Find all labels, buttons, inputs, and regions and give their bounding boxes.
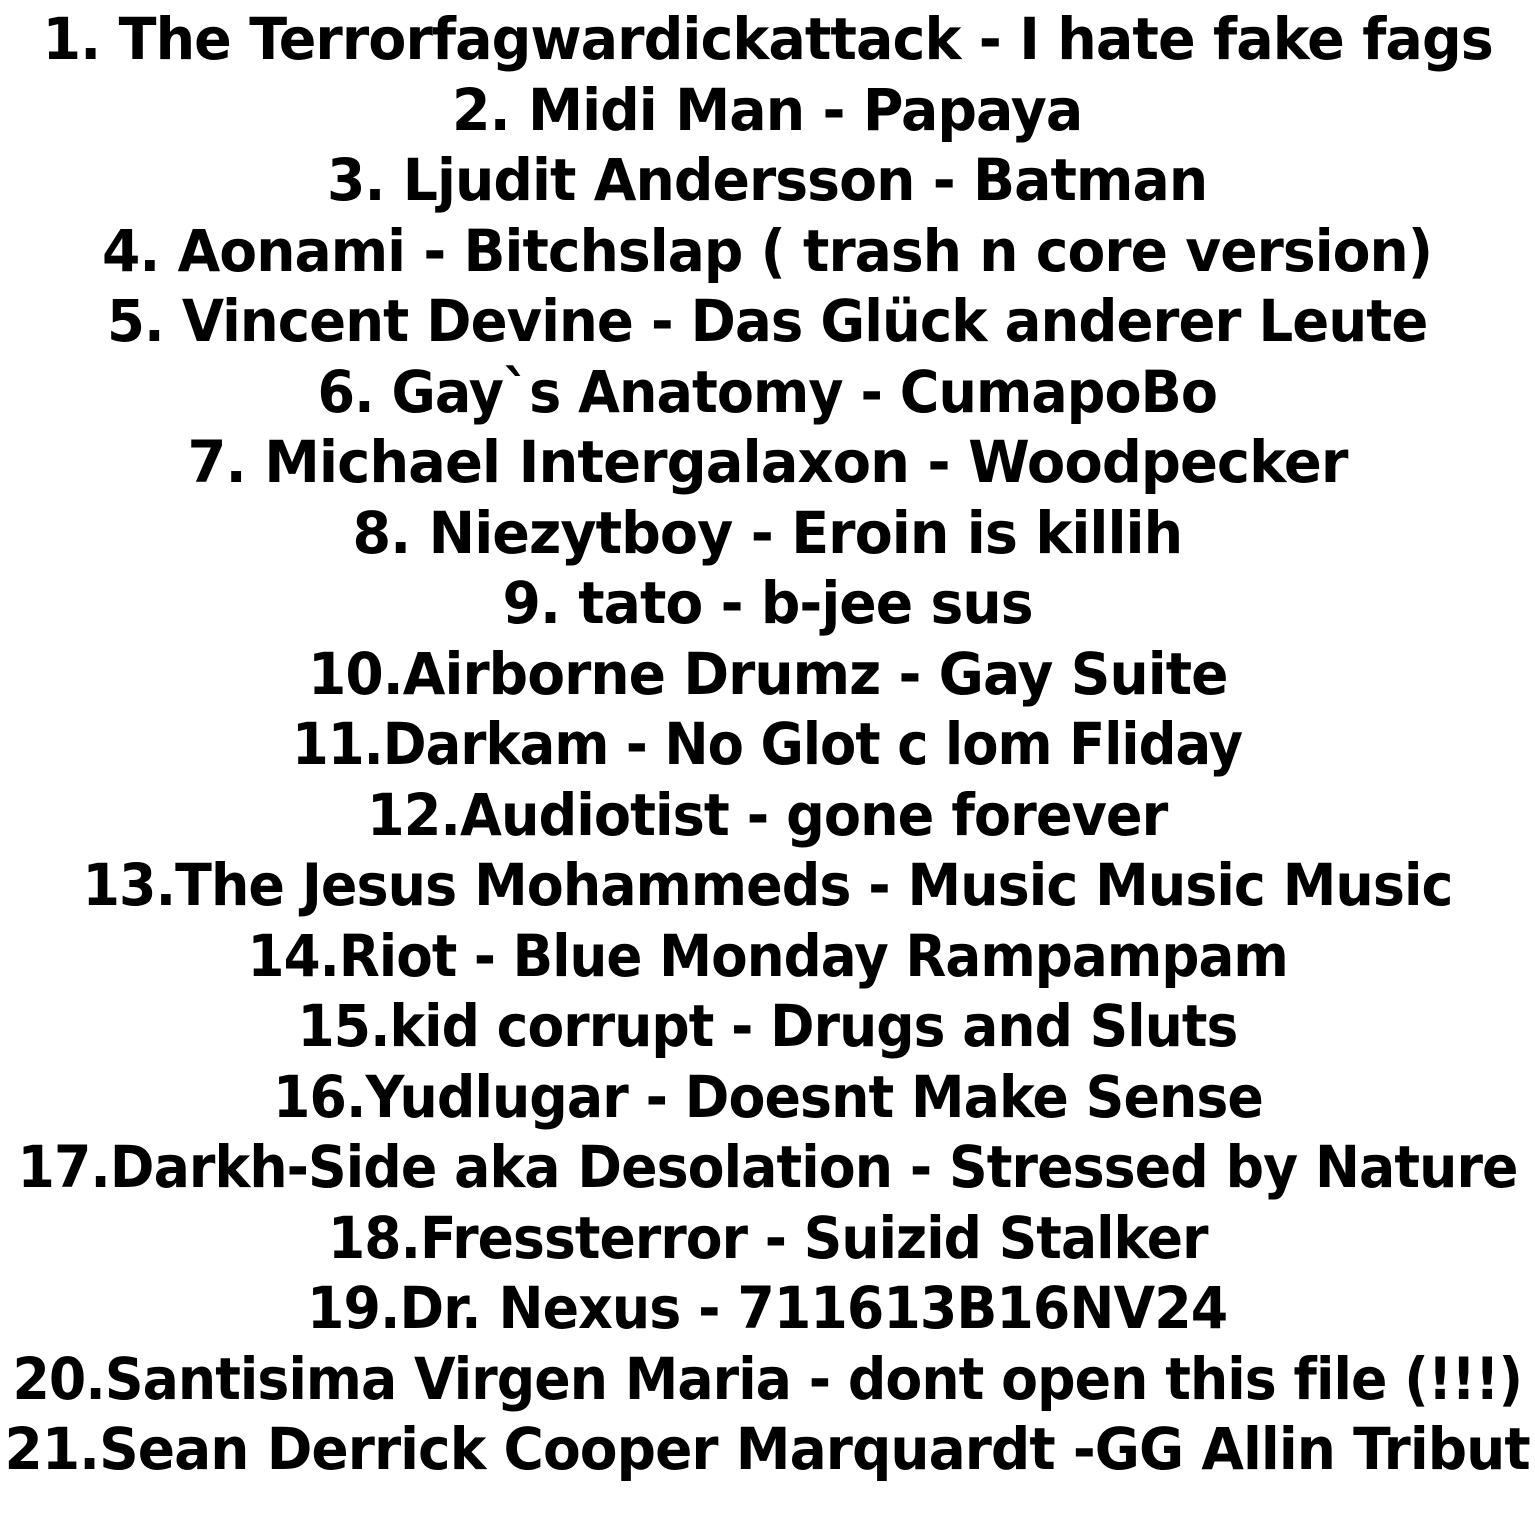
track-16: 16.Yudlugar - Doesnt Make Sense bbox=[272, 1062, 1263, 1131]
track-10: 10.Airborne Drumz - Gay Suite bbox=[307, 639, 1228, 708]
track-12: 12.Audiotist - gone forever bbox=[367, 780, 1168, 849]
track-13: 13.The Jesus Mohammeds - Music Music Music bbox=[82, 851, 1453, 919]
track-4: 4. Aonami - Bitchslap ( trash n core version) bbox=[102, 216, 1433, 285]
track-11: 11.Darkam - No Glot c lom Fliday bbox=[292, 710, 1243, 778]
track-20: 20.Santisima Virgen Maria - dont open this file (!!!) bbox=[12, 1344, 1523, 1413]
track-9: 9. tato - b-jee sus bbox=[502, 569, 1033, 637]
track-5: 5. Vincent Devine - Das Glück anderer Leute bbox=[107, 287, 1428, 355]
track-17: 17.Darkh-Side aka Desolation - Stressed by Nature bbox=[17, 1133, 1518, 1201]
track-7: 7. Michael Intergalaxon - Woodpecker bbox=[187, 428, 1348, 496]
track-21: 21.Sean Derrick Cooper Marquardt -GG Allin Tribut bbox=[4, 1415, 1531, 1483]
track-18: 18.Fressterror - Suizid Stalker bbox=[327, 1203, 1208, 1272]
track-19: 19.Dr. Nexus - 711613B16NV24 bbox=[307, 1274, 1228, 1342]
track-15: 15.kid corrupt - Drugs and Sluts bbox=[297, 992, 1238, 1060]
track-6: 6. Gay`s Anatomy - CumapoBo bbox=[317, 357, 1218, 426]
track-3: 3. Ljudit Andersson - Batman bbox=[327, 146, 1208, 214]
track-2: 2. Midi Man - Papaya bbox=[452, 75, 1083, 144]
track-14: 14.Riot - Blue Monday Rampampam bbox=[247, 921, 1288, 990]
track-8: 8. Niezytboy - Eroin is killih bbox=[352, 498, 1183, 567]
track-1: 1. The Terrorfagwardickattack - I hate fake fags bbox=[42, 5, 1493, 73]
